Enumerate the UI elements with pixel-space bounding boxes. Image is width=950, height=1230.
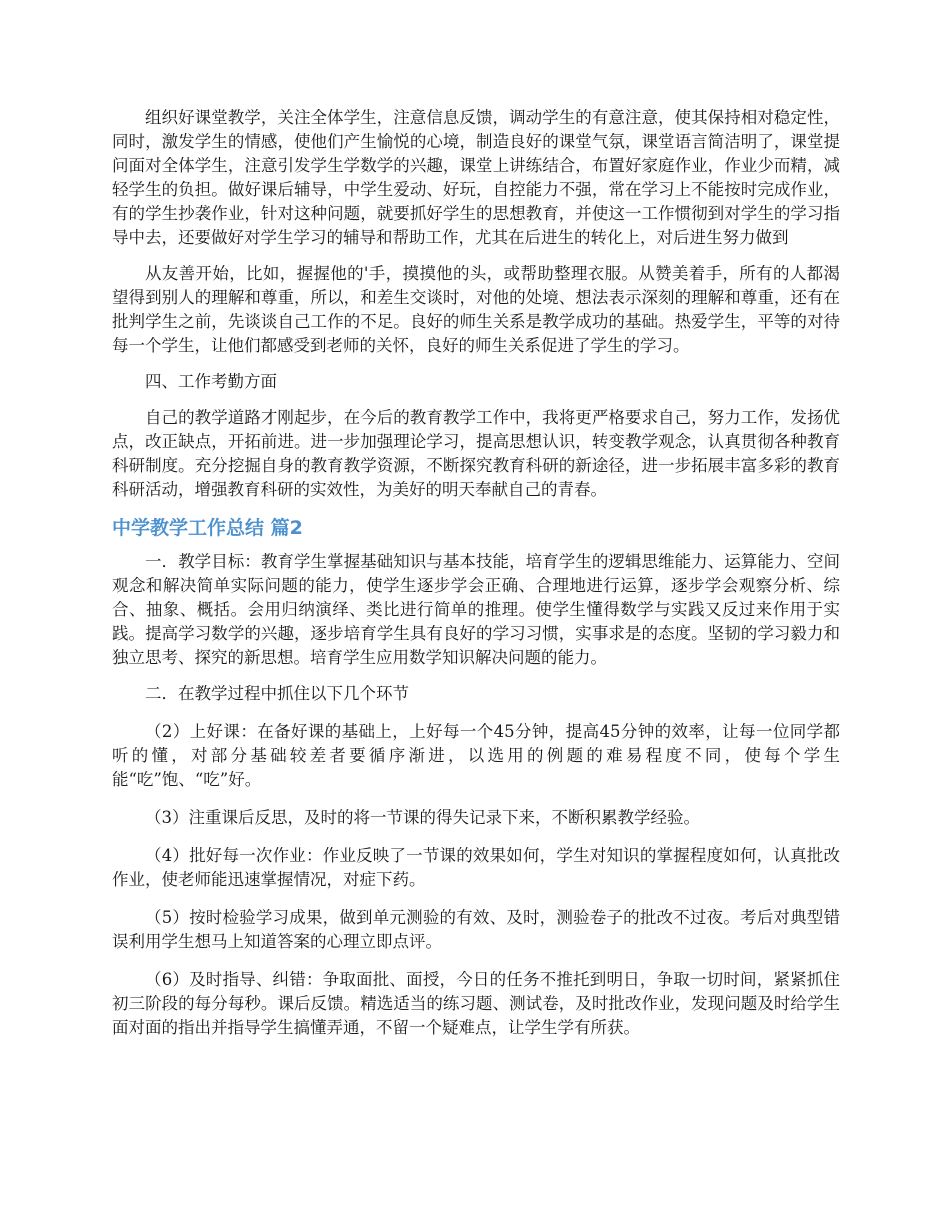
list-item: （4）批好每一次作业：作业反映了一节课的效果如何，学生对知识的掌握程度如何，认真批改作业，使老师能迅速掌握情况，对症下药。: [112, 846, 840, 889]
body-paragraph: 组织好课堂教学，关注全体学生，注意信息反馈，调动学生的有意注意，使其保持相对稳定性，同时，激发学生的情感，使他们产生愉悦的心境，制造良好的课堂气氛，课堂语言简洁明了，课堂提问面对全体学生，注意引发学生学数学的兴趣，课堂上讲练结合，布置好家庭作业，作业少而精，减轻学生的负担。做好课后辅导，中学生爱动、好玩，自控能力不强，常在学习上不能按时完成作业，有的学生抄袭作业，针对这种问题，就要抓好学生的思想教育，并使这一工作惯彻到对学生的学习指导中去，还要做好对学生学习的辅导和帮助工作，尤其在后进生的转化上，对后进生努力做到: [112, 108, 840, 247]
section-subheading: 二．在教学过程中抓住以下几个环节: [145, 684, 409, 703]
body-paragraph: 从友善开始，比如，握握他的'手，摸摸他的头，或帮助整理衣服。从赞美着手，所有的人都渴望得到别人的理解和尊重，所以，和差生交谈时，对他的处境、想法表示深刻的理解和尊重，还有在批判学生之前，先谈谈自己工作的不足。良好的师生关系是教学成功的基础。热爱学生，平等的对待每一个学生，让他们都感受到老师的关怀，良好的师生关系促进了学生的学习。: [112, 264, 840, 355]
body-paragraph: 一．教学目标：教育学生掌握基础知识与基本技能，培育学生的逻辑思维能力、运算能力、空间观念和解决简单实际问题的能力，使学生逐步学会正确、合理地进行运算，逐步学会观察分析、综合、抽象、概括。会用归纳演绎、类比进行简单的推理。使学生懂得数学与实践又反过来作用于实践。提高学习数学的兴趣，逐步培育学生具有良好的学习习惯，实事求是的态度。坚韧的学习毅力和独立思考、探究的新思想。培育学生应用数学知识解决问题的能力。: [112, 552, 840, 667]
list-item: （6）及时指导、纠错：争取面批、面授，今日的任务不推托到明日，争取一切时间，紧紧抓住初三阶段的每分每秒。课后反馈。精选适当的练习题、测试卷，及时批改作业，发现问题及时给学生面对面的指出并指导学生搞懂弄通，不留一个疑难点，让学生学有所获。: [112, 970, 840, 1037]
list-item: （3）注重课后反思，及时的将一节课的得失记录下来，不断积累教学经验。: [145, 808, 700, 827]
list-item: （2）上好课：在备好课的基础上，上好每一个45分钟，提高45分钟的效率，让每一位同学都听的懂，对部分基础较差者要循序渐进，以选用的例题的难易程度不同，使每个学生能“吃”饱、“吃”好。: [112, 722, 840, 789]
list-item: （5）按时检验学习成果，做到单元测验的有效、及时，测验卷子的批改不过夜。考后对典型错误利用学生想马上知道答案的心理立即点评。: [112, 908, 840, 951]
article-heading: 中学教学工作总结 篇2: [112, 517, 303, 539]
section-subheading: 四、工作考勤方面: [145, 372, 277, 391]
body-paragraph: 自己的教学道路才刚起步，在今后的教育教学工作中，我将更严格要求自己，努力工作，发扬优点，改正缺点，开拓前进。进一步加强理论学习，提高思想认识，转变教学观念，认真贯彻各种教育科研制度。充分挖掘自身的教育教学资源，不断探究教育科研的新途径，进一步拓展丰富多彩的教育科研活动，增强教育科研的实效性，为美好的明天奉献自己的青春。: [112, 408, 840, 499]
document-page: [112, 106, 840, 1054]
